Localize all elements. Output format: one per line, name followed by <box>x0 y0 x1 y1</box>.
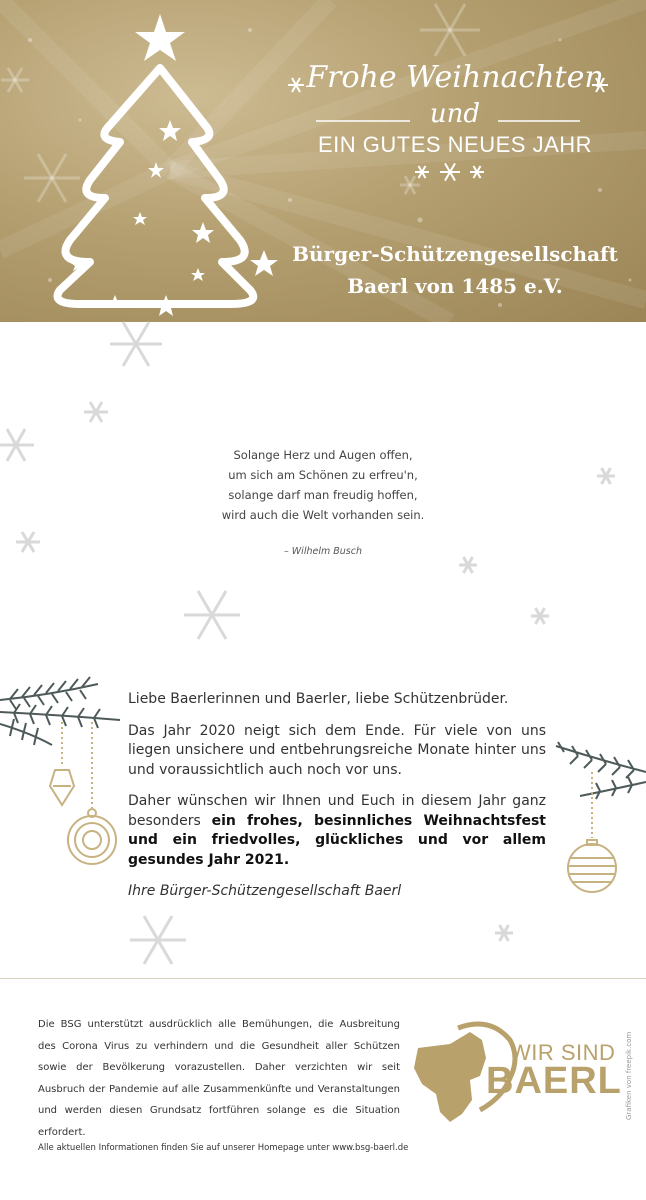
snowflake-icon <box>16 532 40 552</box>
snowflake-icon <box>597 468 615 484</box>
ornament-icon <box>568 772 616 892</box>
greeting-new-year: EIN GUTES NEUES JAHR <box>317 132 593 157</box>
ornament-icon <box>50 722 116 864</box>
fir-branch-left-icon <box>0 677 120 745</box>
snowflake-icon <box>459 557 477 573</box>
club-name <box>290 238 620 302</box>
letter-wishes: ein frohes, besinnliches Weihnachtsfest und ein friedvolles, glückliches und vor allem gesundes Jahr 2021. <box>128 812 547 868</box>
graphics-credit: Grafiken von freepik.com <box>625 1031 633 1120</box>
greeting-title: Frohe Weihnachten <box>306 60 604 95</box>
snowflake-icon <box>84 402 108 422</box>
homepage-info: Alle aktuellen Informationen finden Sie auf unserer Homepage unter www.bsg-baerl.de <box>38 1143 409 1153</box>
corona-notice: Die BSG unterstützt ausdrücklich alle Bemühungen, die Ausbreitung des Corona Virus zu verhindern und die Gesundheit aller Schützen sowie der Bevölkerung vorazustellen. Daher verzichten wir seit Ausbruch der Pandemie auf alle Zusammenkünfte und Veranstaltungen und werden diesen Grundsatz fortführen solange es die Situation erfordert. <box>38 1019 400 1138</box>
snowflake-icon <box>184 591 240 639</box>
letter-salutation: Liebe Baerlerinnen und Baerler, liebe Schützenbrüder. <box>128 691 509 707</box>
snowflake-icon <box>110 322 162 366</box>
section-divider <box>0 978 646 979</box>
greeting-and: und <box>429 99 481 129</box>
snowflake-icon <box>531 608 549 624</box>
quote-author: – Wilhelm Busch <box>284 546 362 557</box>
greeting-letter <box>128 690 546 914</box>
letter-paragraph: Das Jahr 2020 neigt sich dem Ende. Für viele von uns liegen unsichere und entbehrungsreiche Monate hinter uns und voraussichtlich auch noch vor uns. <box>128 722 546 778</box>
snowflake-icon <box>495 925 513 941</box>
quote-line: wird auch die Welt vorhanden sein. <box>221 508 425 522</box>
quote-line: Solange Herz und Augen offen, <box>233 448 413 462</box>
header-banner <box>0 0 646 322</box>
snowflake-icon <box>130 916 186 964</box>
logo-text-baerl: BAERL <box>486 1060 622 1102</box>
letter-paragraph <box>128 792 546 870</box>
quote-line: solange darf man freudig hoffen, <box>228 488 418 502</box>
fir-branch-right-icon <box>556 742 646 799</box>
letter-text: Daher wünschen wir Ihnen und Euch in diesem Jahr ganz besonders <box>128 793 546 829</box>
club-name-line1: Bürger-Schützengesellschaft <box>292 242 618 266</box>
club-name-line2: Baerl von 1485 e.V. <box>347 274 563 298</box>
letter-signature: Ihre Bürger-Schützengesellschaft Baerl <box>128 883 402 899</box>
logo-text-wir-sind: WIR SIND <box>510 1040 616 1065</box>
poem-quote <box>160 445 486 525</box>
snowflake-icon <box>0 429 34 461</box>
quote-line: um sich am Schönen zu erfreu'n, <box>228 468 418 482</box>
